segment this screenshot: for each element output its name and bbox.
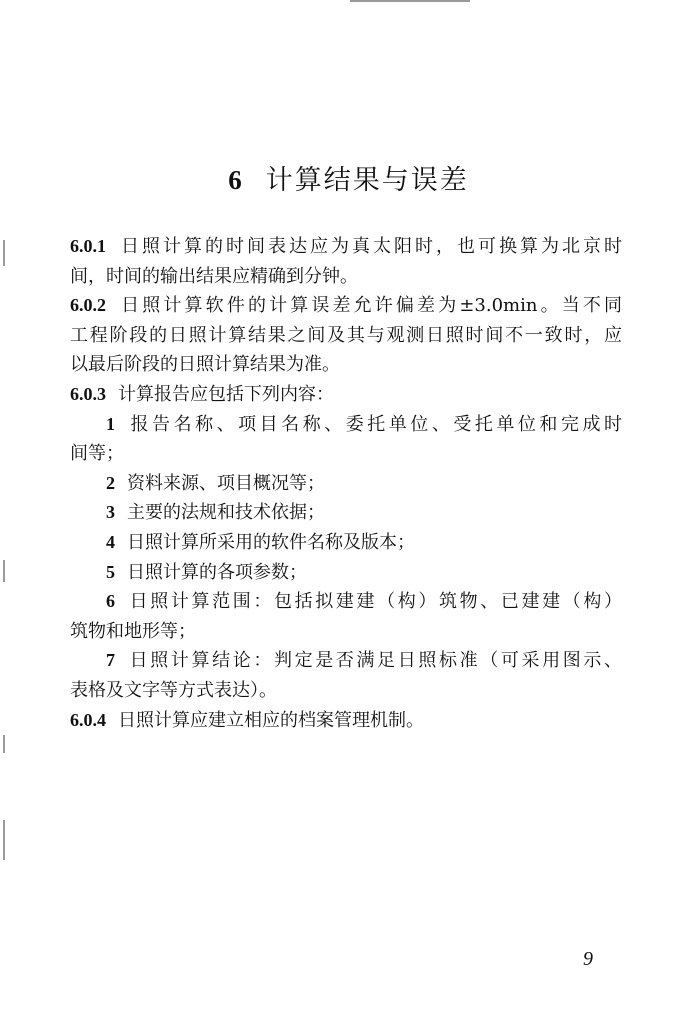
item-text: 报告名称、项目名称、委托单位、受托单位和完成时 bbox=[127, 413, 622, 435]
clause-6-0-1-line-1 bbox=[70, 232, 622, 262]
item-text: 日照计算结论：判定是否满足日照标准（可采用图示、 bbox=[127, 650, 622, 672]
list-item-4 bbox=[70, 528, 622, 558]
list-item-7-line-2: 表格及文字等方式表达）。 bbox=[70, 679, 277, 701]
clause-number: 6.0.1 bbox=[70, 236, 106, 256]
clause-6-0-2-line-1 bbox=[70, 291, 622, 321]
item-text: 主要的法规和技术依据； bbox=[127, 502, 325, 524]
list-item-3 bbox=[70, 498, 622, 528]
scan-mark-left-2 bbox=[3, 560, 5, 582]
clause-text: 计算报告应包括下列内容： bbox=[118, 383, 334, 405]
page-number: 9 bbox=[583, 948, 593, 970]
clause-6-0-3-line-1 bbox=[70, 380, 622, 410]
clause-text: 日照计算软件的计算误差允许偏差为±3.0min。当不同 bbox=[118, 295, 622, 317]
clause-number: 6.0.4 bbox=[70, 709, 106, 730]
item-text: 日照计算所采用的软件名称及版本； bbox=[127, 531, 415, 553]
clause-6-0-1-line-2: 间，时间的输出结果应精确到分钟。 bbox=[70, 265, 358, 287]
scan-mark-left-4 bbox=[3, 820, 5, 860]
item-text: 日照计算的各项参数； bbox=[127, 561, 307, 583]
item-number: 2 bbox=[106, 472, 115, 493]
list-item-1-line-2: 间等； bbox=[70, 443, 124, 465]
list-item-5 bbox=[70, 558, 622, 588]
chapter-title bbox=[0, 158, 697, 197]
item-number: 4 bbox=[106, 531, 115, 552]
item-number: 7 bbox=[106, 650, 115, 671]
scan-mark-top bbox=[350, 0, 470, 2]
chapter-title-text: 计算结果与误差 bbox=[265, 165, 469, 196]
chapter-body bbox=[70, 232, 622, 735]
item-number: 3 bbox=[106, 502, 115, 523]
item-number: 1 bbox=[106, 413, 115, 434]
clause-text: 日照计算的时间表达应为真太阳时，也可换算为北京时 bbox=[118, 236, 622, 257]
clause-6-0-2-line-3: 以最后阶段的日照计算结果为准。 bbox=[70, 354, 340, 376]
clause-6-0-2-line-2: 工程阶段的日照计算结果之间及其与观测日照时间不一致时，应 bbox=[70, 324, 622, 346]
item-text: 日照计算范围：包括拟建建（构）筑物、已建建（构） bbox=[127, 591, 622, 613]
list-item-1-line-1 bbox=[70, 410, 622, 440]
clause-number: 6.0.3 bbox=[70, 383, 106, 404]
list-item-6-line-1 bbox=[70, 587, 622, 617]
clause-number: 6.0.2 bbox=[70, 295, 106, 316]
scan-mark-left-3 bbox=[3, 735, 5, 753]
list-item-6-line-2: 筑物和地形等； bbox=[70, 620, 196, 642]
item-text: 资料来源、项目概况等； bbox=[127, 472, 325, 494]
list-item-7-line-1 bbox=[70, 646, 622, 676]
clause-6-0-4 bbox=[70, 706, 622, 736]
scan-mark-left-1 bbox=[3, 240, 5, 266]
item-number: 6 bbox=[106, 591, 115, 612]
clause-text: 日照计算应建立相应的档案管理机制。 bbox=[118, 709, 424, 731]
chapter-number: 6 bbox=[228, 165, 244, 195]
item-number: 5 bbox=[106, 561, 115, 582]
list-item-2 bbox=[70, 469, 622, 499]
